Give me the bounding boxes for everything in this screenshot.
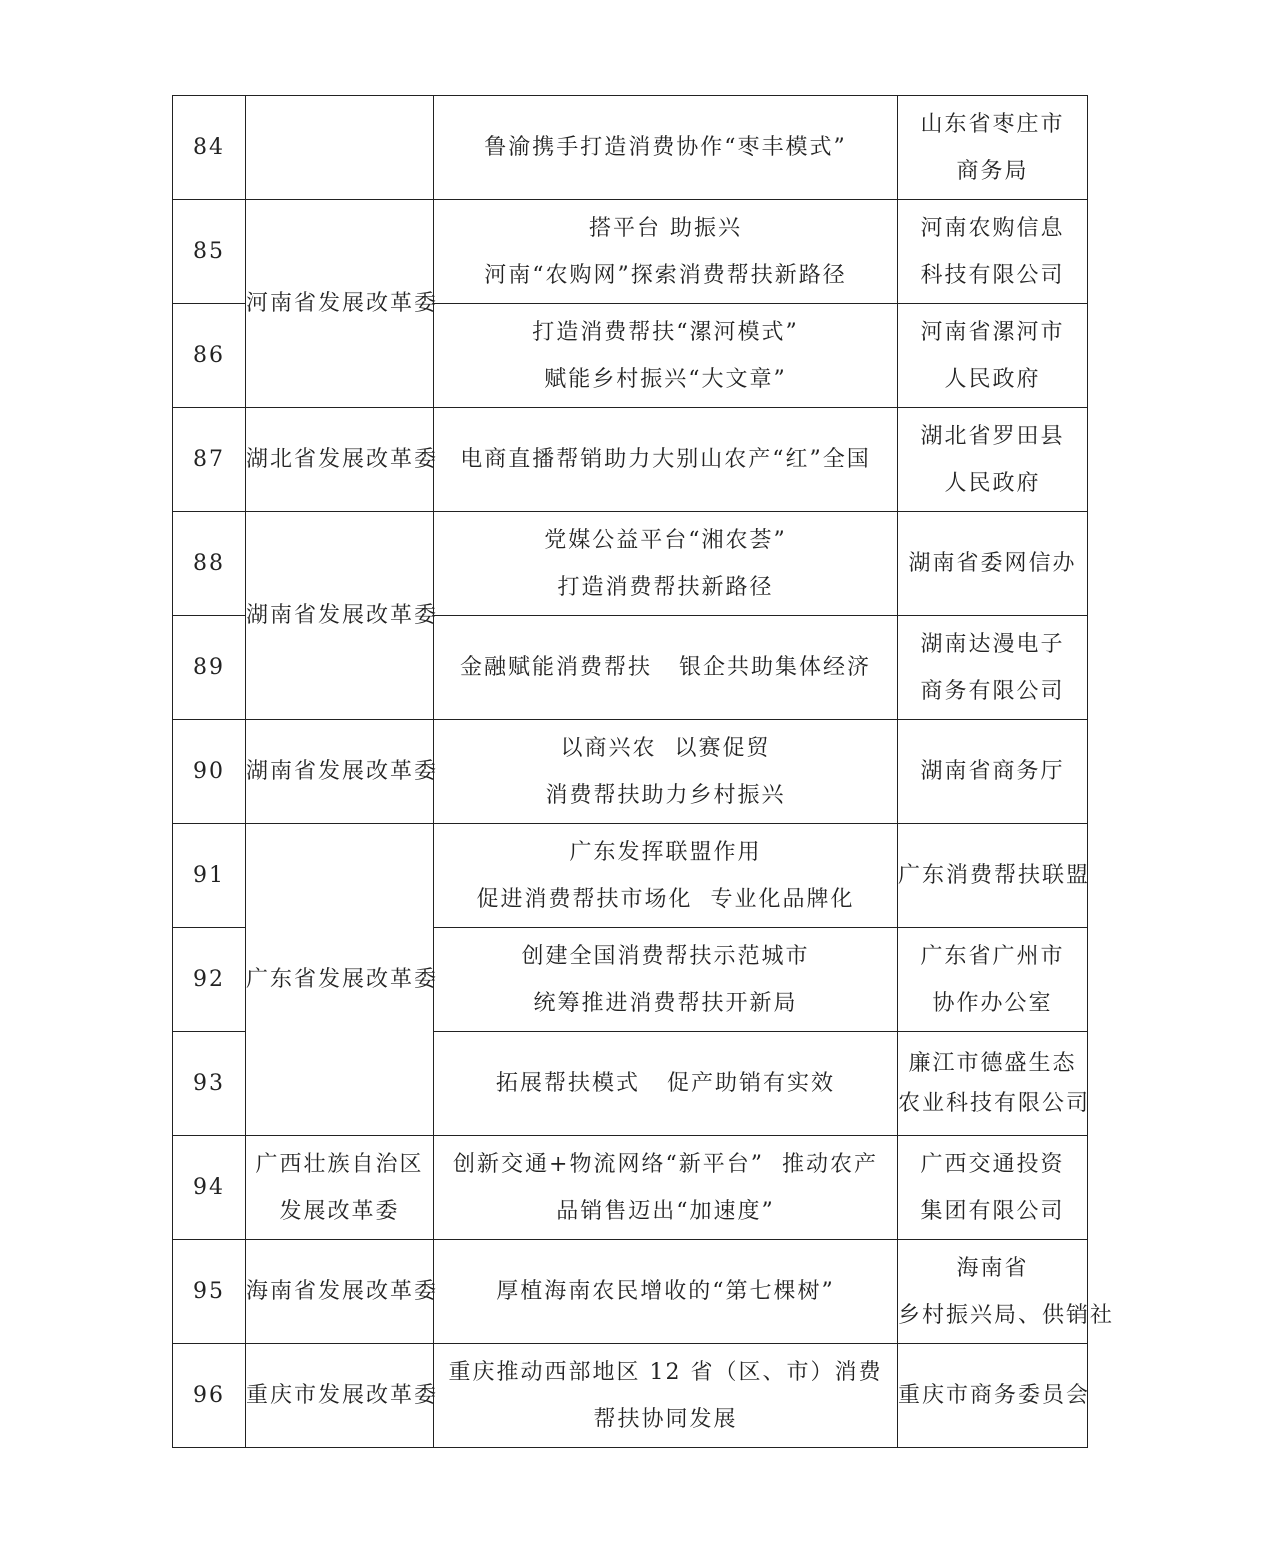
- case-unit-cell: [898, 1344, 1091, 1448]
- case-title-cell: [434, 96, 898, 200]
- table-row: [173, 1136, 1088, 1240]
- case-unit-cell: [898, 1240, 1115, 1344]
- case-unit-line: 人民政府: [944, 470, 1041, 496]
- case-title-cell: [434, 512, 898, 616]
- recommending-org-cell: 湖南省发展改革委: [246, 720, 434, 824]
- recommending-org-line: 广西壮族自治区: [255, 1151, 424, 1177]
- case-title-line: 鲁渝携手打造消费协作“枣丰模式”: [484, 135, 847, 160]
- case-unit-cell: [898, 824, 1091, 928]
- case-title-line: 品销售迈出“加速度”: [556, 1198, 775, 1224]
- case-title-line: 帮扶协同发展: [593, 1406, 738, 1432]
- table-row: [173, 1344, 1088, 1448]
- row-number: 96: [173, 1344, 246, 1448]
- case-unit-cell: [898, 96, 1088, 200]
- case-unit-line: 协作办公室: [932, 990, 1053, 1016]
- case-unit-cell: [898, 408, 1088, 512]
- row-number: 91: [173, 824, 246, 928]
- row-number: 95: [173, 1240, 246, 1344]
- recommending-org-cell: 海南省发展改革委: [246, 1240, 434, 1344]
- row-number: 93: [173, 1032, 246, 1136]
- case-title-line: 赋能乡村振兴“大文章”: [544, 366, 787, 392]
- table-row: [173, 96, 1088, 200]
- case-unit-line: 广东省广州市: [920, 943, 1065, 969]
- table-row: [173, 1240, 1088, 1344]
- case-title-cell: [434, 200, 898, 304]
- case-unit-line: 河南省漯河市: [920, 319, 1065, 345]
- case-title-line: 搭平台 助振兴: [589, 215, 742, 241]
- case-title-cell: [434, 928, 898, 1032]
- case-unit-cell: [898, 304, 1088, 408]
- row-number: 85: [173, 200, 246, 304]
- table-row: [173, 408, 1088, 512]
- row-number: 89: [173, 616, 246, 720]
- case-title-cell: [434, 824, 898, 928]
- case-unit-line: 农业科技有限公司: [898, 1090, 1091, 1116]
- case-unit-line: 湖南省商务厅: [920, 759, 1065, 784]
- row-number: 94: [173, 1136, 246, 1240]
- case-unit-cell: [898, 928, 1088, 1032]
- recommending-org-cell: 广东省发展改革委: [246, 824, 434, 1136]
- table-row: [173, 200, 1088, 304]
- recommending-org-cell: 湖南省发展改革委: [246, 512, 434, 720]
- recommending-org-line: 发展改革委: [279, 1198, 400, 1224]
- case-title-cell: [434, 616, 898, 720]
- case-unit-line: 河南农购信息: [920, 215, 1065, 241]
- case-title-line: 重庆推动西部地区 12 省（区、市）消费: [448, 1359, 883, 1385]
- case-unit-line: 商务有限公司: [920, 678, 1065, 704]
- case-unit-line: 廉江市德盛生态: [908, 1050, 1077, 1076]
- table-row: [173, 720, 1088, 824]
- case-title-line: 党媒公益平台“湘农荟”: [544, 527, 787, 553]
- case-title-line: 以商兴农 以赛促贸: [560, 735, 771, 761]
- recommending-org-cell: 河南省发展改革委: [246, 200, 434, 408]
- row-number: 90: [173, 720, 246, 824]
- case-title-line: 厚植海南农民增收的“第七棵树”: [496, 1279, 835, 1304]
- row-number: 92: [173, 928, 246, 1032]
- case-unit-cell: [898, 1032, 1091, 1136]
- case-unit-line: 海南省: [956, 1255, 1029, 1281]
- case-title-line: 广东发挥联盟作用: [569, 839, 762, 865]
- case-title-cell: [434, 1240, 898, 1344]
- row-number: 84: [173, 96, 246, 200]
- recommending-org-cell: 湖北省发展改革委: [246, 408, 434, 512]
- case-title-cell: [434, 1136, 898, 1240]
- case-title-line: 创新交通+物流网络“新平台” 推动农产: [453, 1151, 878, 1177]
- table-row: [173, 512, 1088, 616]
- case-title-cell: [434, 720, 898, 824]
- row-number: 86: [173, 304, 246, 408]
- case-unit-line: 集团有限公司: [920, 1198, 1065, 1224]
- case-title-line: 金融赋能消费帮扶 银企共助集体经济: [460, 655, 871, 680]
- case-unit-line: 山东省枣庄市: [920, 111, 1065, 137]
- table-row: [173, 824, 1088, 928]
- cases-table: [172, 95, 1115, 1448]
- case-unit-line: 湖南省委网信办: [908, 551, 1077, 576]
- case-title-line: 打造消费帮扶新路径: [557, 574, 774, 600]
- case-unit-cell: [898, 512, 1088, 616]
- case-unit-cell: [898, 616, 1088, 720]
- recommending-org-cell: [246, 96, 434, 200]
- row-number: 88: [173, 512, 246, 616]
- case-title-line: 拓展帮扶模式 促产助销有实效: [496, 1071, 835, 1096]
- case-title-line: 创建全国消费帮扶示范城市: [521, 943, 810, 969]
- case-unit-line: 湖南达漫电子: [920, 631, 1065, 657]
- case-title-line: 打造消费帮扶“漯河模式”: [532, 319, 799, 345]
- case-title-cell: [434, 1344, 898, 1448]
- case-title-cell: [434, 304, 898, 408]
- case-unit-line: 科技有限公司: [920, 262, 1065, 288]
- case-unit-line: 人民政府: [944, 366, 1041, 392]
- case-unit-line: 商务局: [956, 158, 1029, 184]
- case-title-line: 河南“农购网”探索消费帮扶新路径: [484, 262, 847, 288]
- case-unit-line: 广东消费帮扶联盟: [898, 863, 1091, 888]
- case-unit-line: 重庆市商务委员会: [898, 1383, 1091, 1408]
- case-title-line: 促进消费帮扶市场化 专业化品牌化: [476, 886, 855, 912]
- case-unit-line: 乡村振兴局、供销社: [898, 1302, 1115, 1328]
- case-unit-line: 湖北省罗田县: [920, 423, 1065, 449]
- case-unit-cell: [898, 720, 1088, 824]
- case-title-line: 消费帮扶助力乡村振兴: [545, 782, 786, 808]
- case-title-cell: [434, 408, 898, 512]
- case-title-line: 统筹推进消费帮扶开新局: [533, 990, 798, 1016]
- recommending-org-cell: 重庆市发展改革委: [246, 1344, 434, 1448]
- case-unit-cell: [898, 1136, 1088, 1240]
- case-unit-line: 广西交通投资: [920, 1151, 1065, 1177]
- case-unit-cell: [898, 200, 1088, 304]
- case-title-cell: [434, 1032, 898, 1136]
- row-number: 87: [173, 408, 246, 512]
- case-title-line: 电商直播帮销助力大别山农产“红”全国: [460, 447, 871, 472]
- recommending-org-cell: [246, 1136, 434, 1240]
